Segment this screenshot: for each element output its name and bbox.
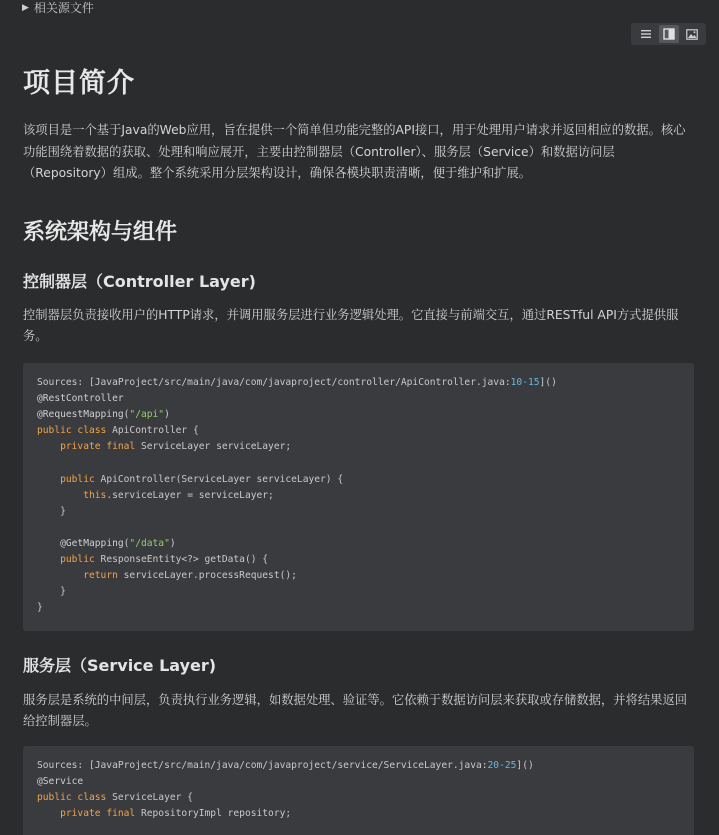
code-line xyxy=(37,758,680,774)
image-view-icon xyxy=(686,29,698,40)
split-view-button[interactable] xyxy=(659,25,679,43)
code-token: .serviceLayer = serviceLayer; xyxy=(106,489,274,501)
code-token: serviceLayer.processRequest(); xyxy=(123,570,297,582)
caret-right-icon: ▶ xyxy=(22,3,29,13)
view-mode-toolbar xyxy=(631,23,706,45)
code-line xyxy=(37,423,680,439)
image-view-button[interactable] xyxy=(682,25,702,43)
code-line xyxy=(37,455,680,471)
service-layer-text: 服务层是系统的中间层，负责执行业务逻辑，如数据处理、验证等。它依赖于数据访问层来获取或存储数据，并将结果返回给控制器层。 xyxy=(23,693,688,728)
code-token: ) xyxy=(164,409,170,421)
code-token: private final xyxy=(60,808,141,820)
code-token: 20-25 xyxy=(487,760,517,771)
code-token: ) xyxy=(169,537,176,549)
code-line xyxy=(37,584,680,600)
code-token: return xyxy=(83,570,124,582)
code-token: public class xyxy=(37,425,113,437)
list-view-icon xyxy=(640,29,652,39)
code-token: Sources: [JavaProject/src/main/java/com/javaproject/service/ServiceLayer.java: xyxy=(37,760,488,771)
code-token: RepositoryImpl repository; xyxy=(140,808,292,820)
code-token: ]() xyxy=(516,760,534,771)
code-token: public xyxy=(60,473,101,485)
code-line xyxy=(37,600,680,616)
code-token: "/api" xyxy=(129,409,165,421)
code-line xyxy=(37,375,680,391)
code-line xyxy=(37,391,680,407)
code-token: @RestController xyxy=(37,393,124,405)
controller-layer-title: 控制器层（Controller Layer) xyxy=(23,272,256,291)
code-line xyxy=(37,472,680,488)
code-line xyxy=(37,806,680,822)
code-token: public xyxy=(60,554,101,566)
service-layer-title: 服务层（Service Layer) xyxy=(23,656,217,675)
code-line xyxy=(37,407,680,423)
page-title: 项目简介 xyxy=(23,68,135,99)
code-token: @RequestMapping( xyxy=(37,409,130,421)
code-token: 10-15 xyxy=(510,377,540,388)
code-token: public class xyxy=(37,792,113,804)
split-view-icon xyxy=(663,28,675,40)
code-token: ApiController(ServiceLayer serviceLayer) { xyxy=(100,473,344,485)
code-token xyxy=(37,808,60,819)
code-token: ResponseEntity<?> getData() { xyxy=(100,554,269,566)
code-token: ]() xyxy=(539,377,557,388)
code-token: @Service xyxy=(37,776,84,788)
service-code-block[interactable] xyxy=(23,746,694,835)
controller-layer-text: 控制器层负责接收用户的HTTP请求，并调用服务层进行业务逻辑处理。它直接与前端交互，通过RESTful API方式提供服务。 xyxy=(23,308,679,343)
controller-code-block[interactable] xyxy=(23,363,694,631)
code-line xyxy=(37,774,680,790)
code-token: this xyxy=(83,489,107,501)
code-token: ServiceLayer { xyxy=(112,792,193,804)
list-view-button[interactable] xyxy=(636,25,656,43)
section-title: 系统架构与组件 xyxy=(23,220,178,245)
code-line xyxy=(37,790,680,806)
code-line xyxy=(37,504,680,520)
code-line xyxy=(37,520,680,536)
code-token: } xyxy=(37,602,43,614)
code-line xyxy=(37,536,680,552)
code-token: } xyxy=(37,505,66,517)
code-token xyxy=(37,570,83,581)
code-token: ServiceLayer serviceLayer; xyxy=(140,441,292,453)
code-token: Sources: [JavaProject/src/main/java/com/javaproject/controller/ApiController.java: xyxy=(37,377,511,388)
code-token: ApiController { xyxy=(112,425,199,437)
intro-paragraph: 该项目是一个基于Java的Web应用，旨在提供一个简单但功能完整的API接口，用于处理用户请求并返回相应的数据。核心功能围绕着数据的获取、处理和响应展开，主要由控制器层（Controller）、服务层（Service）和数据访问层（Repository）组成。整个系统采用分层架构设计，确保各模块职责清晰，便于维护和扩展。 xyxy=(23,123,686,180)
related-sources-toggle[interactable] xyxy=(22,0,94,16)
code-token xyxy=(37,490,83,501)
code-line xyxy=(37,488,680,504)
code-token xyxy=(37,538,60,549)
code-token: "/data" xyxy=(129,537,170,549)
related-sources-label: 相关源文件 xyxy=(33,1,94,15)
code-token: @GetMapping( xyxy=(60,537,130,549)
code-line xyxy=(37,552,680,568)
code-token xyxy=(37,554,60,565)
code-token xyxy=(37,441,60,452)
code-line xyxy=(37,439,680,455)
code-token xyxy=(37,474,60,485)
code-line xyxy=(37,568,680,584)
code-token: } xyxy=(37,586,66,598)
code-token: private final xyxy=(60,441,141,453)
